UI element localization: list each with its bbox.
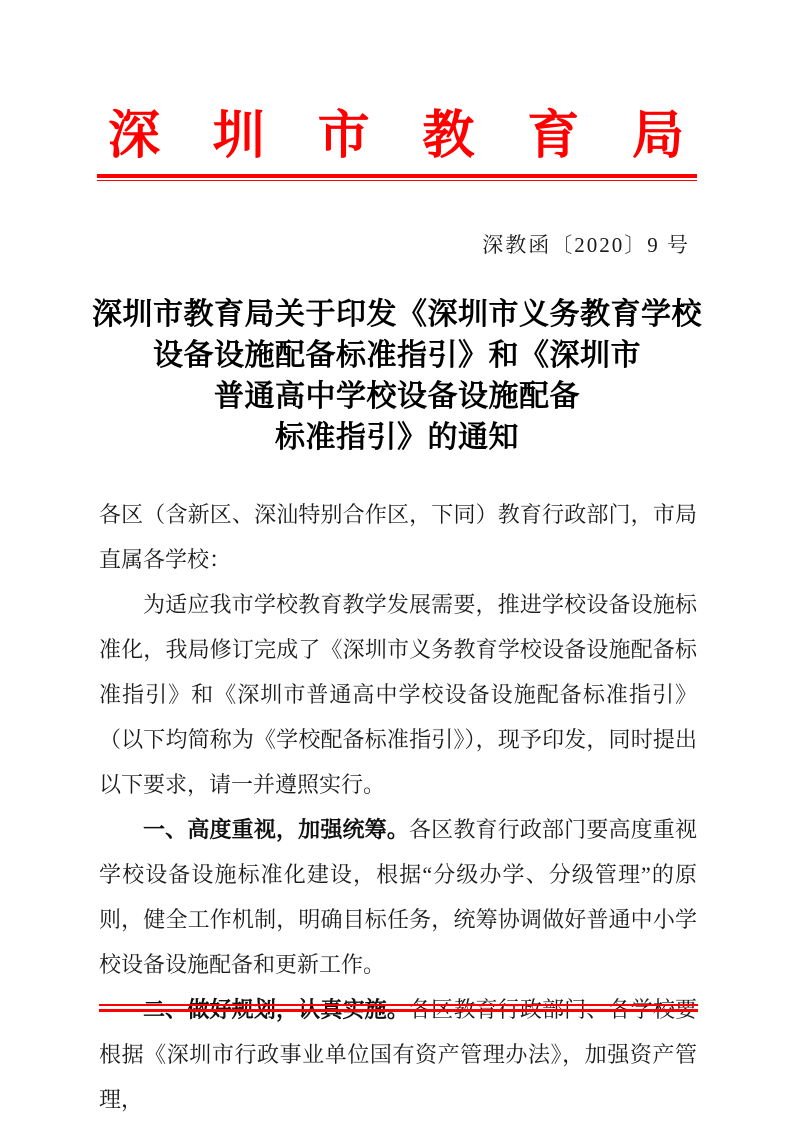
paragraph	[99, 807, 697, 987]
doc-number: 深教函〔2020〕9 号	[482, 233, 690, 257]
letterhead-char: 圳	[212, 108, 265, 165]
title-line: 设备设施配备标准指引》和《深圳市	[153, 339, 641, 372]
letterhead	[108, 110, 684, 165]
letterhead-char: 市	[317, 108, 370, 165]
paragraph-text: 为适应我市学校教育教学发展需要，推进学校设备设施标准化，我局修订完成了《深圳市义务教育学校设备设施配备标准指引》和《深圳市普通高中学校设备设施配备标准指引》（以下均简称为《学校配备标准指引》），现予印发，同时提出以下要求，请一并遵照实行。	[99, 592, 697, 797]
paragraph-text: 各区教育行政部门要高度重视学校设备设施标准化建设，根据“分级办学、分级管理”的原则，健全工作机制，明确目标任务，统筹协调做好普通中小学校设备设施配备和更新工作。	[99, 817, 697, 977]
title-line: 普通高中学校设备设施配备	[214, 380, 580, 413]
footer-separator-line	[99, 1004, 698, 1012]
salutation: 各区（含新区、深汕特别合作区，下同）教育行政部门，市局直属各学校：	[99, 502, 697, 572]
title-line: 标准指引》的通知	[275, 421, 519, 454]
letterhead-separator-line	[97, 174, 697, 181]
paragraph	[99, 582, 697, 807]
letterhead-char: 局	[631, 108, 684, 165]
document-body	[99, 492, 697, 1122]
paragraph-text: 各区教育行政部门、各学校要根据《深圳市行政事业单位国有资产管理办法》，加强资产管理，	[99, 997, 697, 1112]
paragraph-lead: 一、高度重视，加强统筹。	[143, 817, 409, 842]
paragraph-lead: 二、做好规划，认真实施。	[143, 997, 409, 1022]
letterhead-char: 深	[108, 108, 161, 165]
letterhead-char: 育	[527, 108, 580, 165]
document-title	[0, 294, 794, 458]
title-line: 深圳市教育局关于印发《深圳市义务教育学校	[92, 298, 702, 331]
letterhead-char: 教	[422, 108, 475, 165]
